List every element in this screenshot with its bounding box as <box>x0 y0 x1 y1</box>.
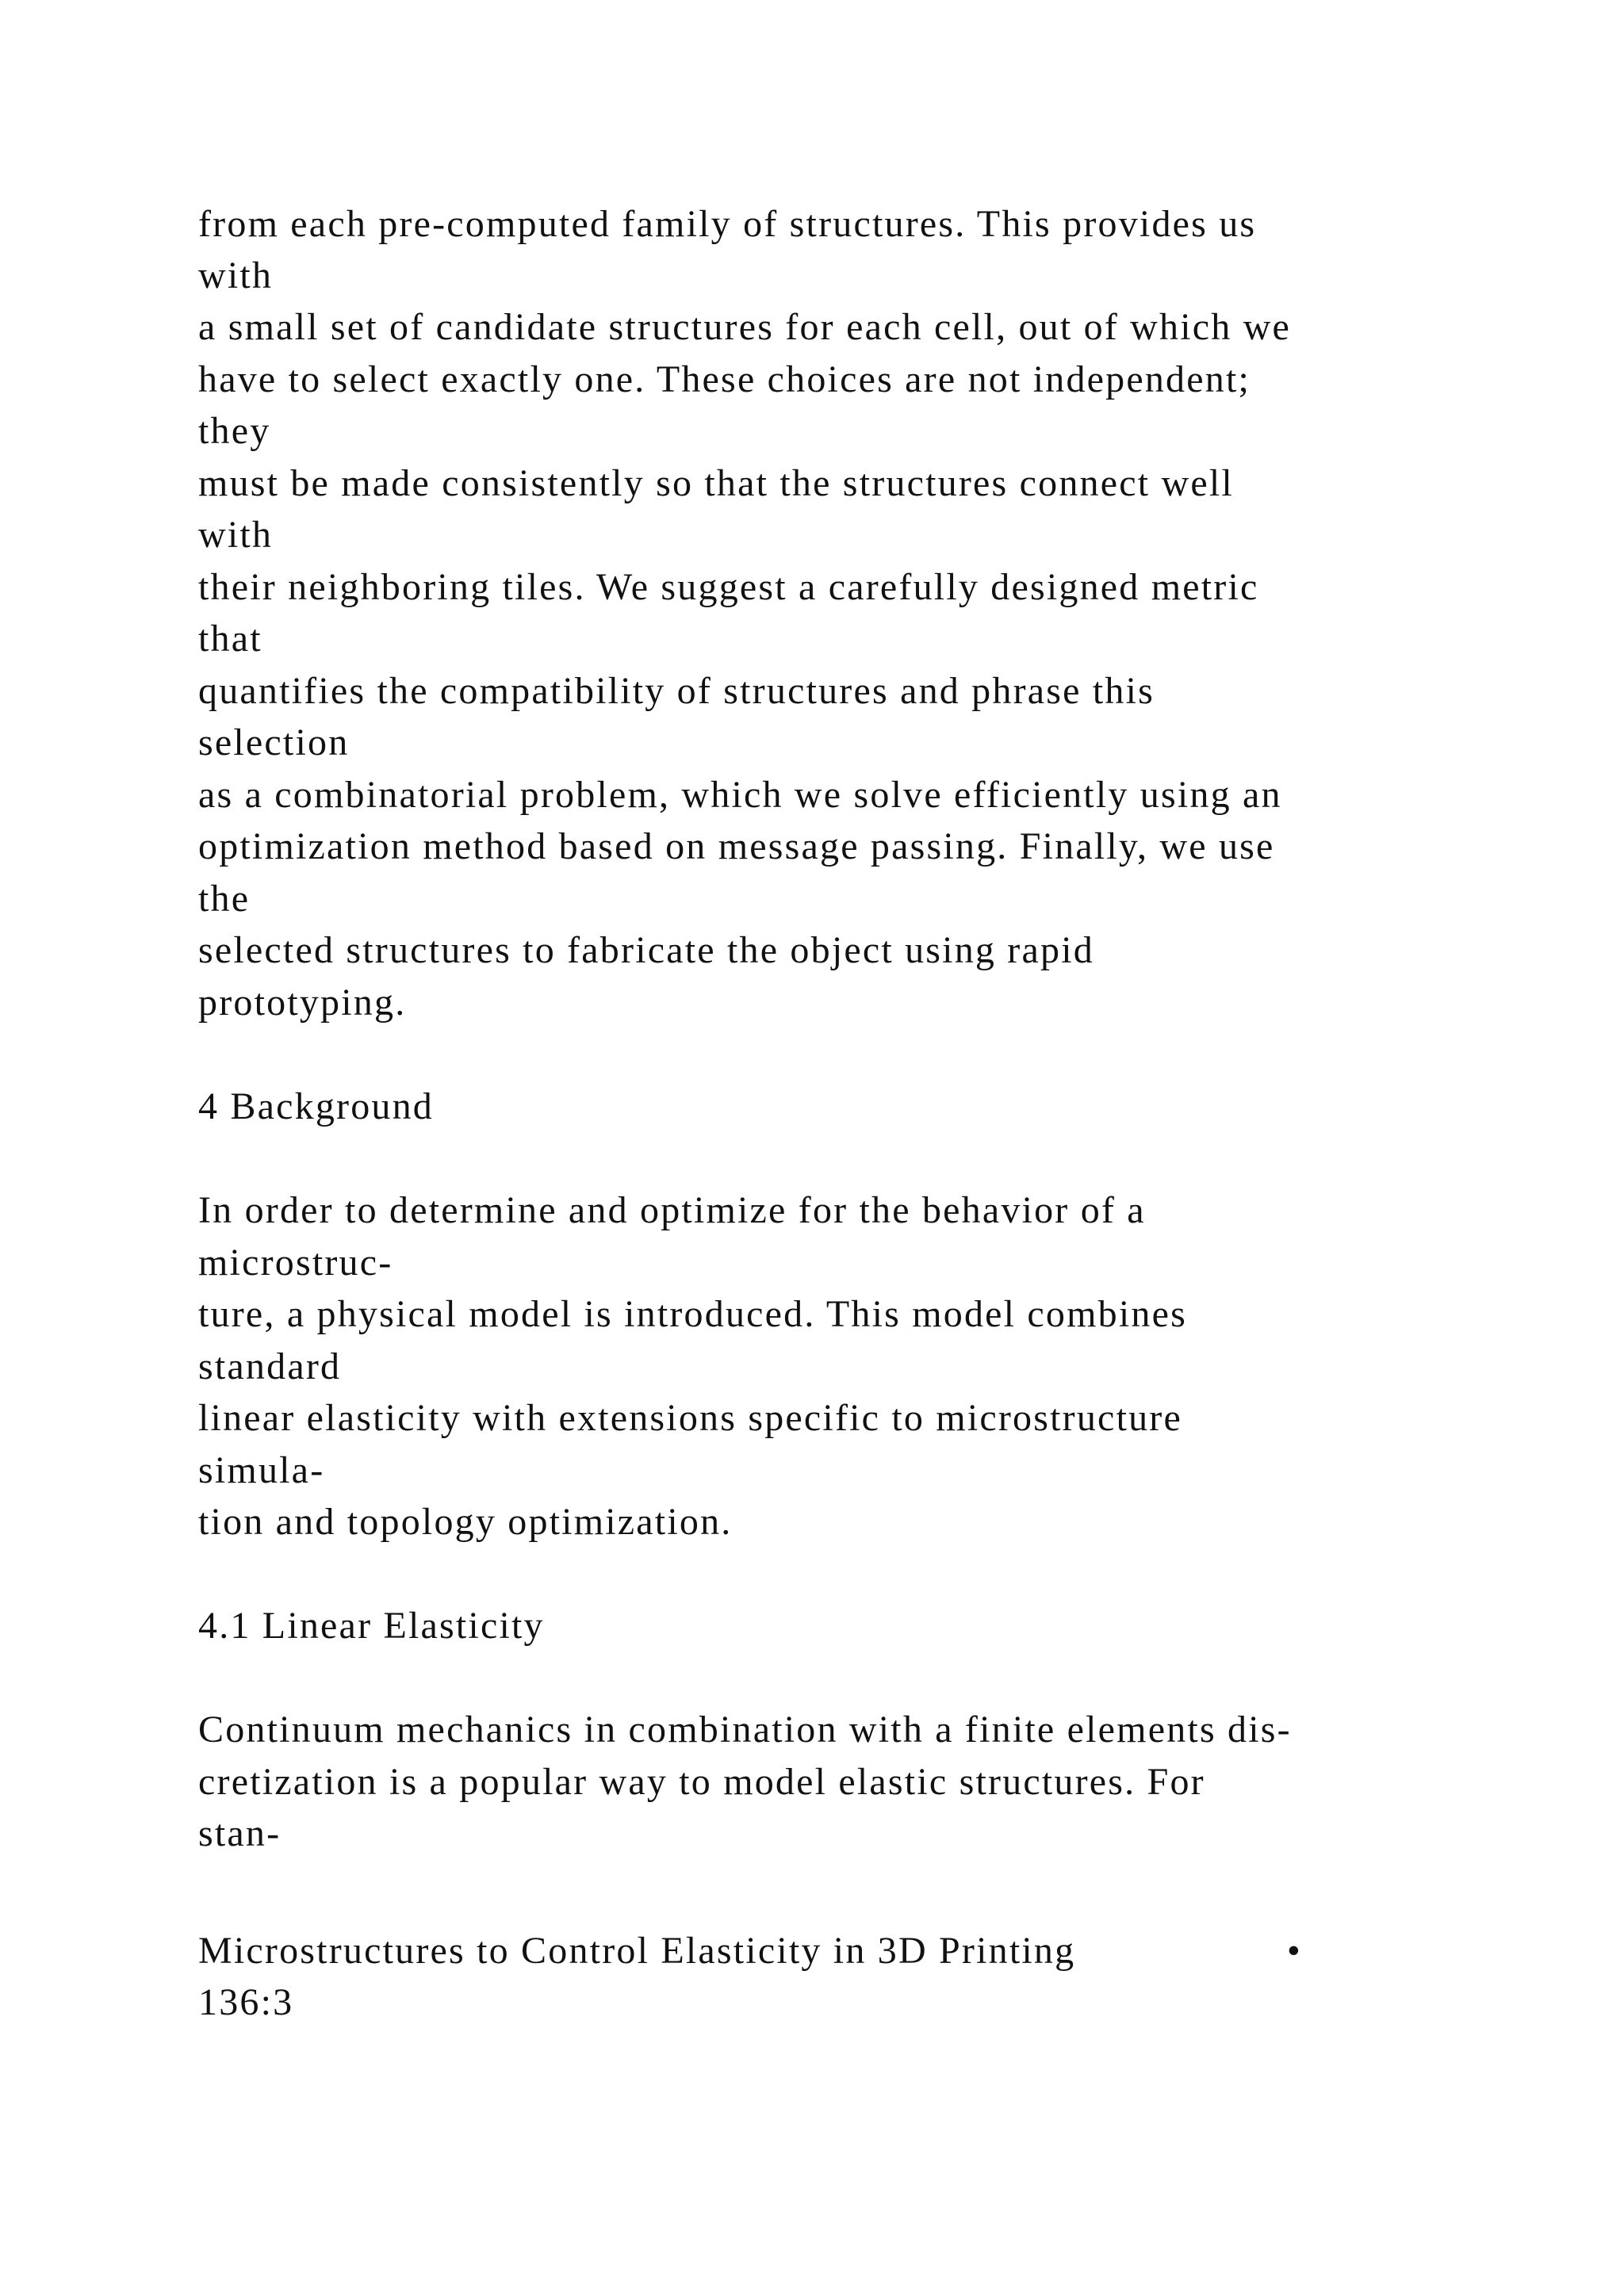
paragraph-1-line: have to select exactly one. These choices are not independent; <box>198 358 1251 400</box>
running-footer-title: Microstructures to Control Elasticity in 3D Printing <box>198 1930 1076 1972</box>
paragraph-3-line: stan- <box>198 1812 282 1854</box>
paragraph-1-line: with <box>198 514 274 556</box>
paragraph-1-line: their neighboring tiles. We suggest a carefully designed metric <box>198 566 1259 608</box>
paragraph-2-line: In order to determine and optimize for the behavior of a <box>198 1189 1146 1231</box>
paragraph-1-line: a small set of candidate structures for each cell, out of which we <box>198 306 1292 348</box>
footer-separator: • <box>1287 1930 1300 1972</box>
paragraph-2-line: microstruc- <box>198 1242 393 1284</box>
paragraph-1-line: prototyping. <box>198 982 407 1024</box>
paragraph-1-line: they <box>198 410 271 452</box>
paragraph-1-line: selected structures to fabricate the object using rapid <box>198 929 1094 971</box>
subsection-heading: 4.1 Linear Elasticity <box>198 1605 545 1647</box>
paragraph-2-line: simula- <box>198 1449 325 1491</box>
paragraph-1-line: optimization method based on message passing. Finally, we use <box>198 825 1275 867</box>
paragraph-1-line: that <box>198 618 262 660</box>
section-heading: 4 Background <box>198 1085 435 1127</box>
paragraph-2-line: ture, a physical model is introduced. This model combines <box>198 1293 1187 1335</box>
paragraph-1-line: the <box>198 878 251 920</box>
paragraph-1-line: with <box>198 254 274 297</box>
paragraph-2-line: linear elasticity with extensions specific to microstructure <box>198 1397 1182 1439</box>
paragraph-1-line: as a combinatorial problem, which we solve efficiently using an <box>198 774 1282 816</box>
running-footer-page-ref: 136:3 <box>198 1981 294 2023</box>
paragraph-2-line: standard <box>198 1345 342 1387</box>
paragraph-3-line: Continuum mechanics in combination with a finite elements dis- <box>198 1709 1292 1751</box>
paragraph-1-line: must be made consistently so that the structures connect well <box>198 462 1234 504</box>
paragraph-2-line: tion and topology optimization. <box>198 1501 733 1543</box>
paragraph-3-line: cretization is a popular way to model elastic structures. For <box>198 1761 1205 1803</box>
paragraph-1-line: selection <box>198 721 350 763</box>
paragraph-1-line: quantifies the compatibility of structures and phrase this <box>198 670 1155 712</box>
paragraph-1-line: from each pre-computed family of structures. This provides us <box>198 203 1257 245</box>
